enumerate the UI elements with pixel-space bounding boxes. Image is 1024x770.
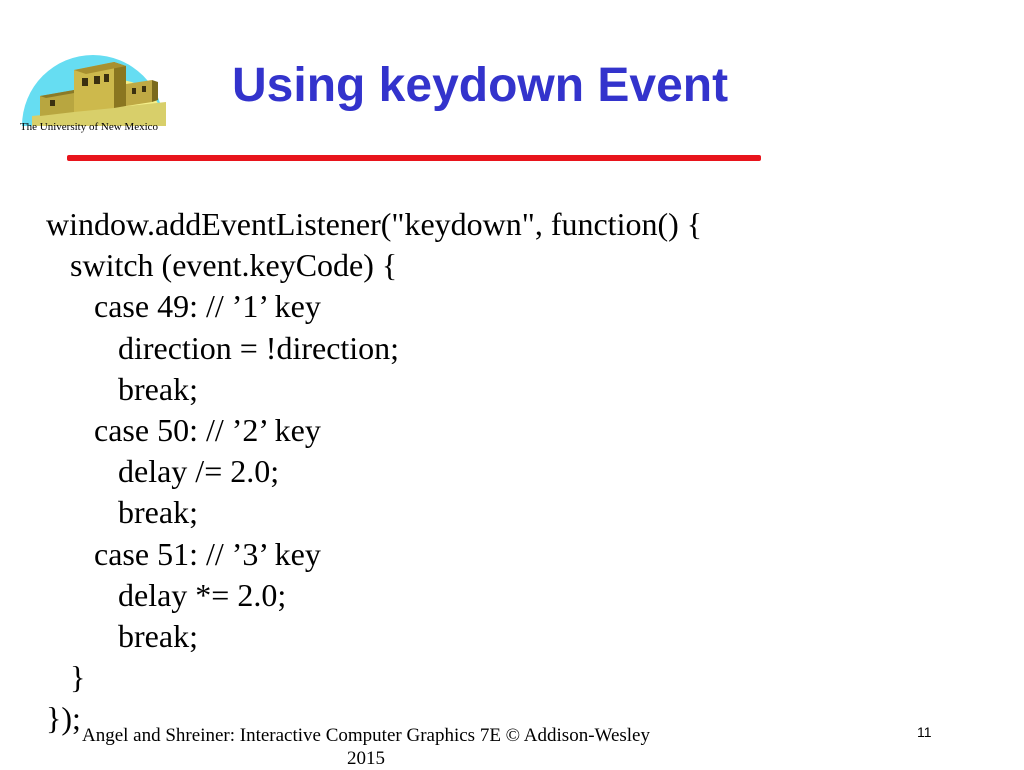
slide-number: 11 bbox=[917, 724, 932, 740]
code-line: delay *= 2.0; bbox=[46, 576, 287, 613]
code-line: case 51: // ’3’ key bbox=[46, 535, 321, 572]
footer-credit bbox=[56, 724, 676, 770]
code-line: switch (event.keyCode) { bbox=[46, 247, 398, 284]
code-line: direction = !direction; bbox=[46, 329, 400, 366]
code-line: window.addEventListener("keydown", function() { bbox=[46, 206, 703, 242]
title-divider bbox=[67, 155, 761, 161]
code-line: break; bbox=[46, 370, 198, 407]
unm-building-logo-icon bbox=[18, 28, 168, 134]
code-line: }); bbox=[46, 700, 81, 737]
footer-credit-line2: 2015 bbox=[347, 748, 385, 769]
slide-title: Using keydown Event bbox=[232, 59, 729, 112]
logo-caption: The University of New Mexico bbox=[19, 121, 159, 133]
code-block bbox=[46, 204, 702, 739]
code-line: case 49: // ’1’ key bbox=[46, 288, 321, 325]
unm-logo bbox=[18, 28, 168, 134]
code-line: break; bbox=[46, 617, 198, 654]
footer-credit-line1: Angel and Shreiner: Interactive Computer Graphics 7E © Addison-Wesley bbox=[82, 725, 650, 746]
code-line: } bbox=[46, 659, 86, 696]
code-line: case 50: // ’2’ key bbox=[46, 411, 321, 448]
code-line: delay /= 2.0; bbox=[46, 453, 280, 490]
code-line: break; bbox=[46, 494, 198, 531]
